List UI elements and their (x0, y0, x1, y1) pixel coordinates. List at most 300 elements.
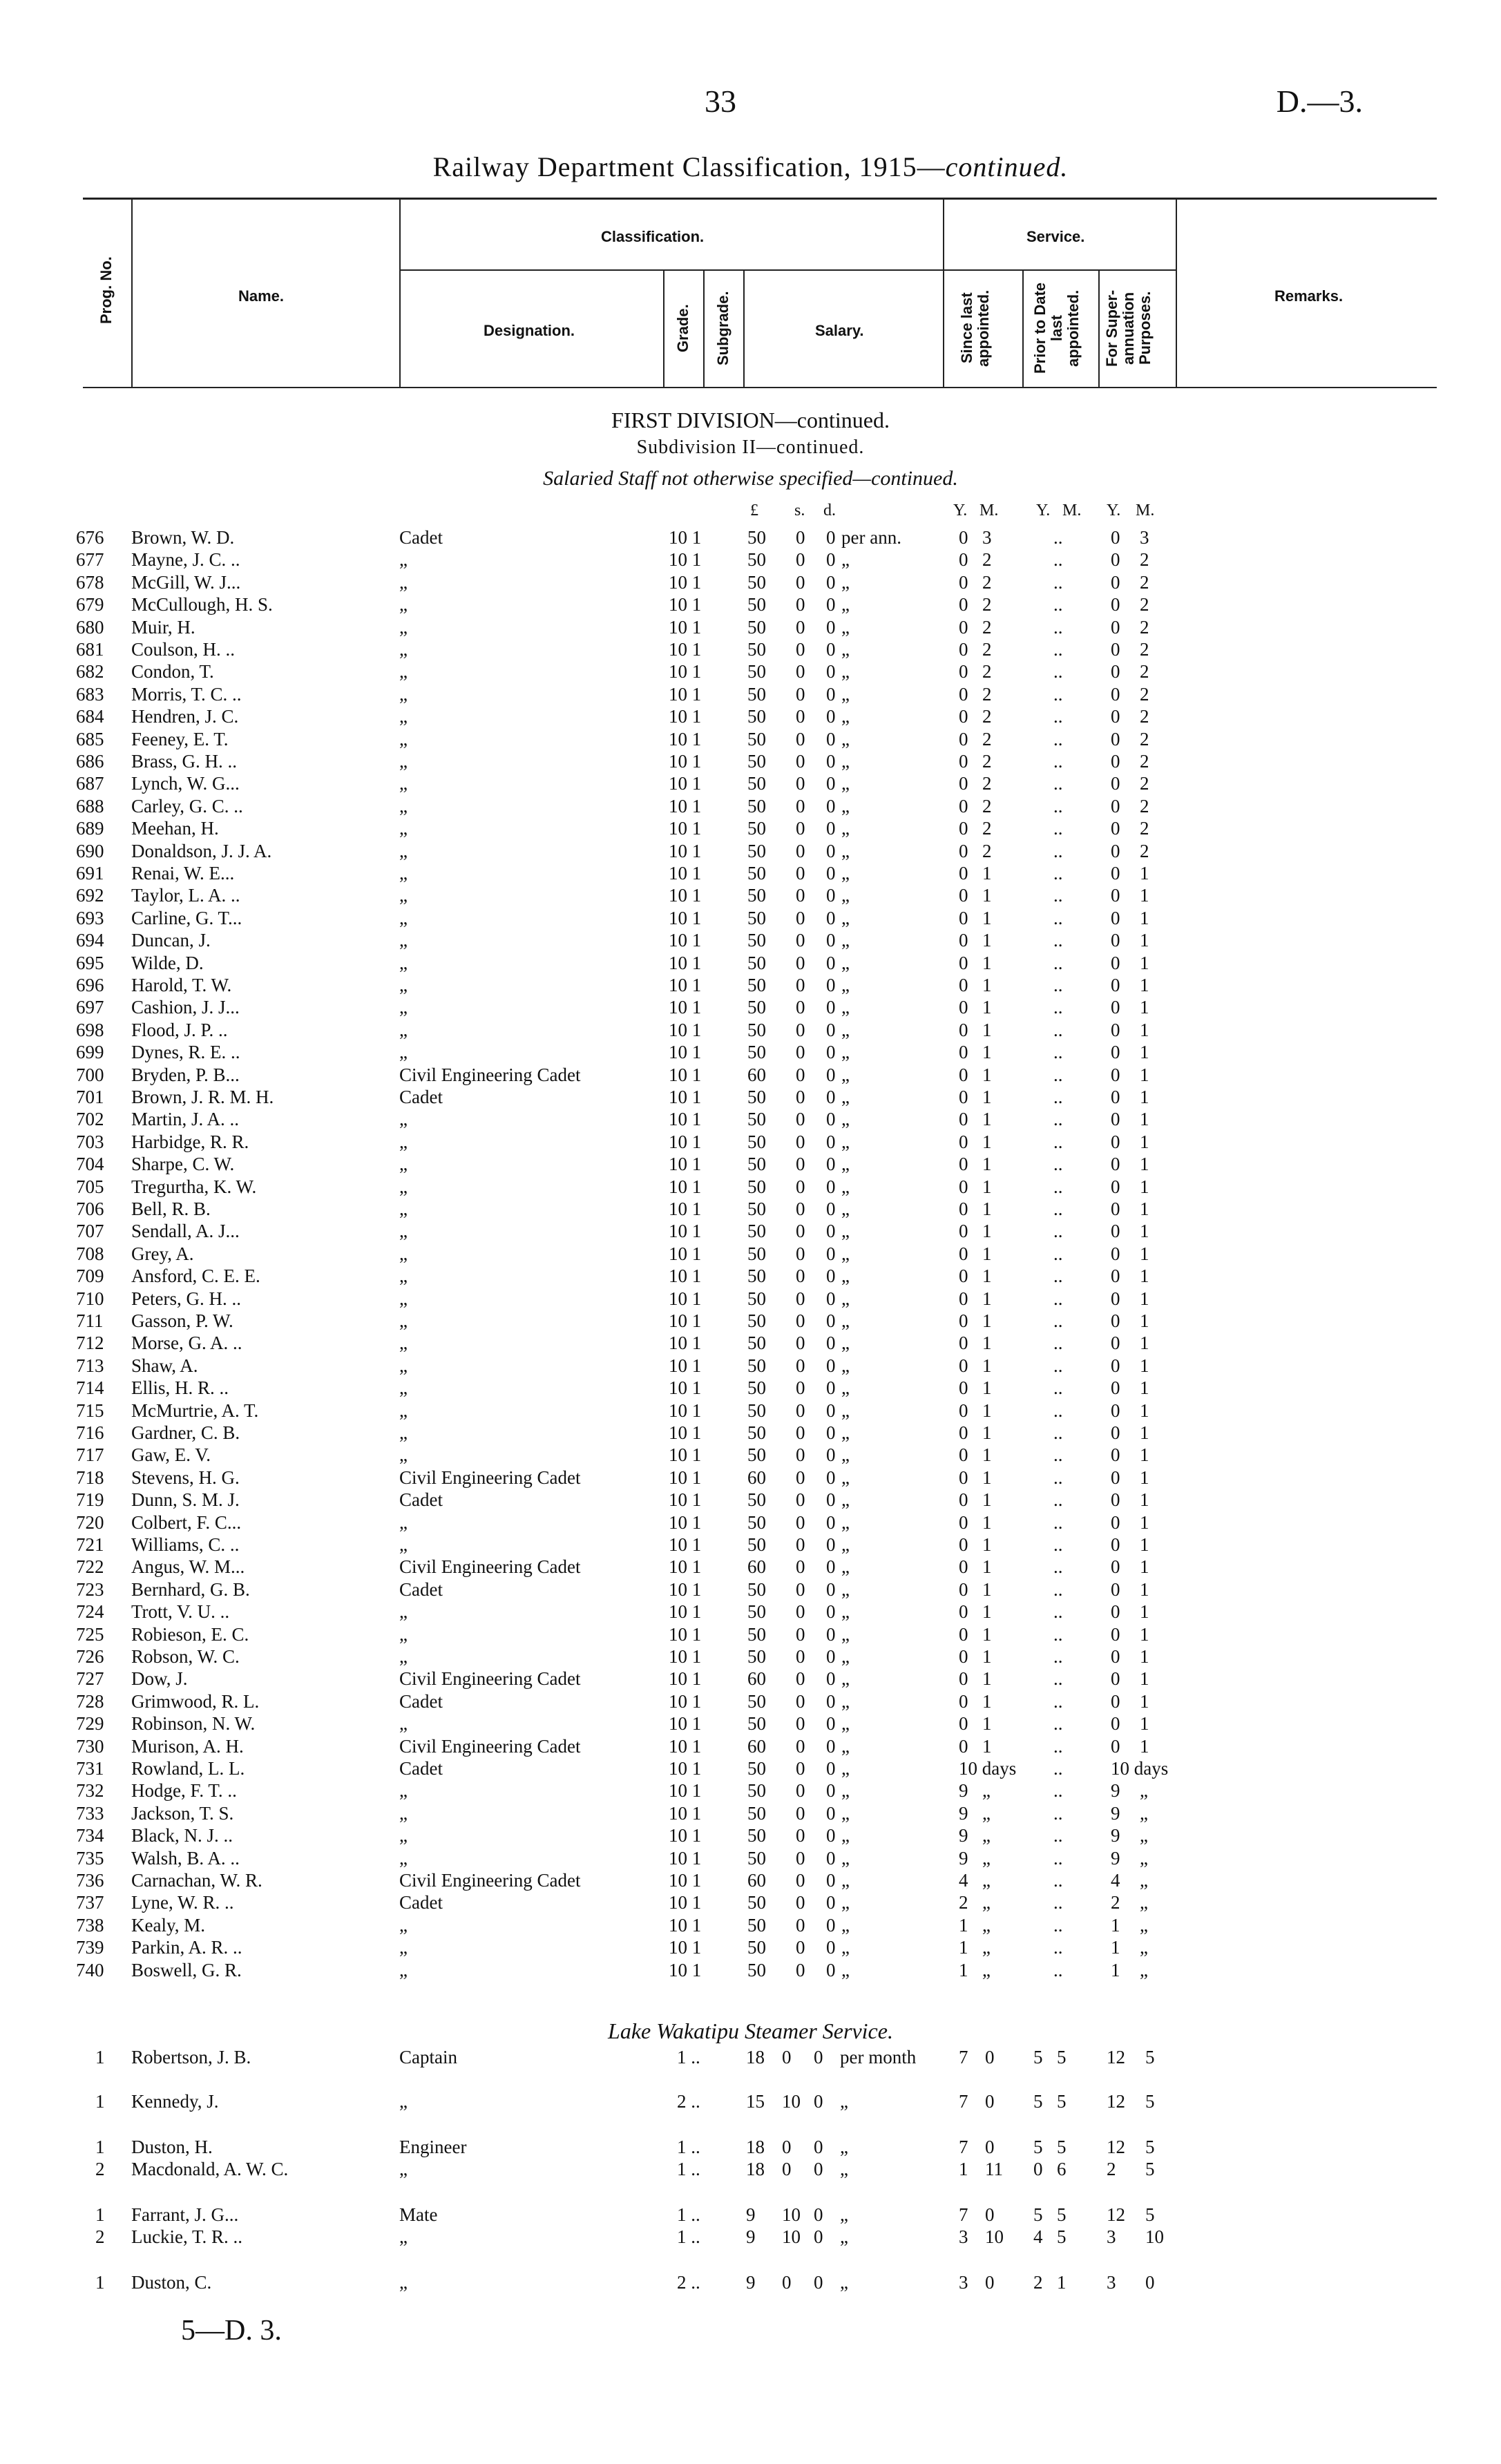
cell-pd: 50 (747, 1892, 766, 1913)
cell-fy: 0 (1111, 1556, 1120, 1578)
cell-no: 700 (76, 1064, 104, 1085)
cell-fm: „ (1140, 1847, 1148, 1869)
cell-sm: 1 (982, 1243, 992, 1264)
cell-fm: 1 (1140, 975, 1149, 995)
cell-fy: 0 (1111, 728, 1120, 749)
cell-fm: 5 (1145, 2159, 1155, 2179)
table-row (0, 862, 1501, 884)
cell-pr: .. (1053, 1019, 1063, 1040)
cell-ps: 0 (796, 728, 805, 749)
cell-name: Dynes, R. E. .. (131, 1042, 240, 1063)
cell-per: „ (841, 1892, 850, 1913)
cell-per: „ (841, 1825, 850, 1846)
cell-grade: 10 1 (669, 773, 702, 794)
cell-pr: .. (1053, 818, 1063, 839)
cell-ps: 0 (796, 1959, 805, 1980)
cell-grade: 10 1 (669, 1735, 702, 1757)
cell-pp: 0 (826, 1154, 836, 1175)
cell-pr: .. (1053, 863, 1063, 884)
cell-desig: „ (399, 706, 408, 727)
cell-name: Brown, W. D. (131, 527, 235, 548)
cell-desig: „ (399, 1713, 408, 1735)
cell-fy: 0 (1111, 1511, 1120, 1533)
cell-fy: 0 (1111, 930, 1120, 951)
table-row (0, 1959, 1501, 1981)
cell-pr: .. (1053, 1758, 1063, 1779)
cell-grade: 10 1 (669, 863, 702, 884)
cell-fy: 0 (1111, 706, 1120, 727)
cell-pd: 60 (747, 1064, 766, 1085)
cell-grade: 10 1 (669, 1198, 702, 1219)
cell-desig: „ (399, 1266, 408, 1287)
cell-pp: 0 (826, 1377, 836, 1399)
cell-sy: 0 (959, 1578, 968, 1600)
cell-no: 682 (76, 661, 104, 682)
header-prog-no: Prog. No. (97, 256, 115, 324)
cell-no: 720 (76, 1511, 104, 1533)
cell-pp: 0 (826, 1288, 836, 1309)
cell-fy: 0 (1111, 773, 1120, 794)
cell-per: „ (841, 571, 850, 593)
cell-fy: 0 (1111, 1489, 1120, 1511)
cell-per: „ (841, 1713, 850, 1735)
cell-fy: 12 (1107, 2137, 1125, 2157)
cell-pd: 9 (746, 2226, 756, 2247)
cell-no: 701 (76, 1087, 104, 1107)
cell-fy: 0 (1111, 1310, 1120, 1331)
cell-sm: 1 (982, 1422, 992, 1443)
cell-per: per ann. (841, 527, 901, 548)
cell-fm: 5 (1145, 2204, 1155, 2225)
cell-no: 2 (95, 2226, 105, 2247)
cell-sy: 0 (959, 683, 968, 705)
cell-name: Morse, G. A. .. (131, 1333, 242, 1354)
cell-pd: 50 (747, 1937, 766, 1958)
cell-sy: 0 (959, 1690, 968, 1712)
cell-sm: 1 (982, 885, 992, 906)
cell-grade: 10 1 (669, 1892, 702, 1913)
cell-pd: 50 (747, 1780, 766, 1802)
cell-sm: 1 (982, 997, 992, 1018)
table-row (0, 772, 1501, 794)
cell-sm: 2 (982, 683, 992, 705)
cell-name: Sharpe, C. W. (131, 1154, 235, 1175)
cell-per: „ (841, 1668, 850, 1690)
cell-sy: 0 (959, 1131, 968, 1152)
cell-desig: „ (399, 2091, 408, 2112)
cell-no: 2 (95, 2159, 105, 2179)
cell-fy: 12 (1107, 2204, 1125, 2225)
cell-pp: 0 (826, 1713, 836, 1735)
cell-sy: 0 (959, 1109, 968, 1130)
cell-sy: 0 (959, 1064, 968, 1085)
cell-sm: 1 (982, 907, 992, 928)
cell-pd: 50 (747, 1825, 766, 1846)
table-row (0, 1757, 1501, 1779)
cell-name: Kennedy, J. (131, 2091, 219, 2112)
cell-no: 683 (76, 683, 104, 705)
cell-sm: 2 (982, 751, 992, 772)
cell-grade: 10 1 (669, 683, 702, 705)
cell-grade: 10 1 (669, 1713, 702, 1735)
cell-pr: .. (1053, 1556, 1063, 1578)
cell-ps: 0 (796, 1556, 805, 1578)
cell-no: 727 (76, 1668, 104, 1690)
cell-pd: 50 (747, 863, 766, 884)
cell-grade: 10 1 (669, 1578, 702, 1600)
cell-fy: 1 (1111, 1959, 1120, 1980)
page-number: 33 (705, 84, 736, 119)
cell-per: „ (841, 1087, 850, 1107)
table-row (0, 1220, 1501, 1242)
cell-fm: 5 (1145, 2047, 1155, 2067)
cell-name: Robertson, J. B. (131, 2047, 251, 2067)
cell-fy: 0 (1111, 840, 1120, 861)
cell-desig: „ (399, 773, 408, 794)
cell-grade: 10 1 (669, 975, 702, 995)
cell-per: „ (840, 2272, 848, 2293)
cell-desig: „ (399, 1377, 408, 1399)
cell-desig: Civil Engineering Cadet (399, 1064, 581, 1085)
cell-pd: 50 (747, 1377, 766, 1399)
cell-grade: 10 1 (669, 751, 702, 772)
cell-grade: 10 1 (669, 1221, 702, 1242)
cell-pd: 60 (747, 1870, 766, 1891)
cell-sy: 1 (959, 1959, 968, 1980)
cell-pr: .. (1053, 1959, 1063, 1980)
cell-grade: 10 1 (669, 616, 702, 638)
cell-sm: 1 (982, 1198, 992, 1219)
cell-fy: 10 days (1111, 1758, 1169, 1779)
cell-name: Parkin, A. R. .. (131, 1937, 242, 1958)
cell-fy: 9 (1111, 1802, 1120, 1824)
wakatipu-row (0, 2090, 1501, 2112)
cell-per: „ (841, 751, 850, 772)
cell-sy: 0 (959, 1288, 968, 1309)
table-row (0, 952, 1501, 974)
cell-pr: .. (1053, 795, 1063, 816)
cell-pp: 0 (826, 594, 836, 615)
cell-sm: 1 (982, 1109, 992, 1130)
cell-desig: „ (399, 1355, 408, 1376)
cell-fy: 0 (1111, 1221, 1120, 1242)
cell-fm: 1 (1140, 1623, 1149, 1645)
cell-sy: 0 (959, 1266, 968, 1287)
cell-sy: 0 (959, 1556, 968, 1578)
cell-pp: 0 (826, 773, 836, 794)
service-sub-rule (943, 269, 1176, 271)
cell-desig: „ (399, 1780, 408, 1802)
cell-fy: 0 (1111, 751, 1120, 772)
cell-grade: 10 1 (669, 1288, 702, 1309)
cell-sm: 1 (982, 1400, 992, 1421)
cell-fy: 0 (1111, 1534, 1120, 1555)
cell-per: „ (841, 818, 850, 839)
table-row (0, 1735, 1501, 1757)
cell-sm: 1 (982, 1713, 992, 1735)
cell-fm: 2 (1140, 616, 1149, 638)
cell-fm: 1 (1140, 1556, 1149, 1578)
cell-sm: 1 (982, 1601, 992, 1623)
cell-fy: 0 (1111, 1154, 1120, 1175)
header-name: Name. (238, 287, 285, 305)
cell-pr: .. (1053, 751, 1063, 772)
cell-name: Farrant, J. G... (131, 2204, 239, 2225)
cell-no: 677 (76, 549, 104, 571)
cell-fm: 1 (1140, 1266, 1149, 1287)
cell-no: 710 (76, 1288, 104, 1309)
cell-fy: 0 (1111, 1109, 1120, 1130)
cell-sm: 1 (982, 1131, 992, 1152)
cell-desig: „ (399, 1019, 408, 1040)
cell-pp: 0 (826, 1646, 836, 1667)
cell-pr: .. (1053, 1221, 1063, 1242)
cell-grade: 10 1 (669, 1489, 702, 1511)
cell-sy: 0 (959, 1198, 968, 1219)
cell-sm: 0 (985, 2091, 995, 2112)
cell-sm: 1 (982, 930, 992, 951)
cell-pd: 50 (747, 1847, 766, 1869)
cell-name: Hodge, F. T. .. (131, 1780, 237, 1802)
cell-per: „ (841, 975, 850, 995)
cell-name: Robieson, E. C. (131, 1623, 249, 1645)
cell-fm: 2 (1140, 706, 1149, 727)
cell-fy: 1 (1111, 1914, 1120, 1936)
cell-pd: 50 (747, 795, 766, 816)
cell-desig: „ (399, 1288, 408, 1309)
cell-pd: 50 (747, 840, 766, 861)
cell-fm: 1 (1140, 1176, 1149, 1197)
cell-per: „ (840, 2137, 848, 2157)
cell-no: 731 (76, 1758, 104, 1779)
cell-fm: 2 (1140, 818, 1149, 839)
cell-pd: 50 (747, 1758, 766, 1779)
cell-pr: .. (1053, 1668, 1063, 1690)
cell-py: 5 (1033, 2204, 1043, 2225)
table-row (0, 1623, 1501, 1645)
cell-desig: Engineer (399, 2137, 467, 2157)
cell-no: 681 (76, 639, 104, 660)
cell-desig: „ (399, 1422, 408, 1443)
cell-name: Shaw, A. (131, 1355, 198, 1376)
cell-pp: 0 (826, 975, 836, 995)
cell-fy: 0 (1111, 997, 1120, 1018)
cell-name: Williams, C. .. (131, 1534, 240, 1555)
cell-sy: 9 (959, 1780, 968, 1802)
cell-pd: 50 (747, 907, 766, 928)
cell-sm: 1 (982, 1355, 992, 1376)
cell-grade: 10 1 (669, 795, 702, 816)
cell-sm: 10 (985, 2226, 1004, 2247)
cell-no: 704 (76, 1154, 104, 1175)
cell-grade: 1 .. (677, 2137, 700, 2157)
cell-sm: 2 (982, 795, 992, 816)
cell-sy: 0 (959, 840, 968, 861)
cell-ps: 0 (796, 795, 805, 816)
cell-desig: Cadet (399, 527, 443, 548)
cell-fy: 3 (1107, 2226, 1116, 2247)
cell-pr: .. (1053, 1243, 1063, 1264)
cell-pd: 50 (747, 1511, 766, 1533)
cell-pp: 0 (826, 885, 836, 906)
cell-desig: „ (399, 1444, 408, 1466)
cell-name: Carnachan, W. R. (131, 1870, 262, 1891)
cell-sy: 0 (959, 1668, 968, 1690)
cell-per: „ (841, 1802, 850, 1824)
cell-no: 719 (76, 1489, 104, 1511)
cell-no: 740 (76, 1959, 104, 1980)
table-row (0, 593, 1501, 615)
cell-name: Feeney, E. T. (131, 728, 229, 749)
cell-pd: 50 (747, 930, 766, 951)
cell-pd: 50 (747, 639, 766, 660)
cell-no: 712 (76, 1333, 104, 1354)
cell-per: „ (841, 706, 850, 727)
cell-per: „ (841, 1735, 850, 1757)
cell-pd: 50 (747, 885, 766, 906)
cell-sy: 0 (959, 1333, 968, 1354)
cell-fm: „ (1140, 1937, 1148, 1958)
cell-ps: 0 (796, 1914, 805, 1936)
cell-pd: 50 (747, 997, 766, 1018)
cell-grade: 10 1 (669, 1422, 702, 1443)
cell-per: „ (841, 1937, 850, 1958)
cell-fm: 1 (1140, 1646, 1149, 1667)
cell-sy: 9 (959, 1802, 968, 1824)
table-row (0, 907, 1501, 929)
cell-ps: 0 (796, 818, 805, 839)
cell-sm: 2 (982, 818, 992, 839)
cell-pr: .. (1053, 1377, 1063, 1399)
cell-name: Coulson, H. .. (131, 639, 236, 660)
cell-pr: .. (1053, 1154, 1063, 1175)
cell-grade: 10 1 (669, 1131, 702, 1152)
cell-pp: 0 (826, 527, 836, 548)
cell-desig: „ (399, 1623, 408, 1645)
cell-name: Murison, A. H. (131, 1735, 244, 1757)
cell-pd: 50 (747, 1444, 766, 1466)
cell-name: Morris, T. C. .. (131, 683, 242, 705)
cell-pd: 50 (747, 773, 766, 794)
cell-sm: 1 (982, 1019, 992, 1040)
cell-fy: 0 (1111, 1646, 1120, 1667)
cell-fy: 0 (1111, 1266, 1120, 1287)
cell-per: „ (841, 1534, 850, 1555)
cell-no: 735 (76, 1847, 104, 1869)
cell-fy: 0 (1111, 975, 1120, 995)
cell-ps: 0 (796, 997, 805, 1018)
cell-pr: .. (1053, 1109, 1063, 1130)
cell-desig: „ (399, 1534, 408, 1555)
cell-fm: 5 (1145, 2137, 1155, 2157)
cell-sm: 2 (982, 571, 992, 593)
cell-sy: 0 (959, 1534, 968, 1555)
cell-desig: „ (399, 1400, 408, 1421)
cell-pr: .. (1053, 840, 1063, 861)
wakatipu-row (0, 2271, 1501, 2293)
cell-per: „ (841, 1019, 850, 1040)
cell-sm: 1 (982, 1266, 992, 1287)
cell-pd: 50 (747, 1087, 766, 1107)
wakatipu-row (0, 2204, 1501, 2226)
col-divider (1098, 269, 1100, 387)
cell-fy: 1 (1111, 1937, 1120, 1958)
cell-ps: 0 (796, 751, 805, 772)
cell-no: 726 (76, 1646, 104, 1667)
cell-sy: 9 (959, 1825, 968, 1846)
header-superannuation: For Super-annuation Purposes. (1103, 289, 1154, 367)
cell-desig: Civil Engineering Cadet (399, 1735, 581, 1757)
cell-pp: 0 (826, 840, 836, 861)
cell-sm: 2 (982, 639, 992, 660)
cell-sm: 2 (982, 616, 992, 638)
cell-pd: 50 (747, 1959, 766, 1980)
cell-fy: 0 (1111, 1601, 1120, 1623)
cell-ps: 0 (796, 594, 805, 615)
cell-fm: 1 (1140, 930, 1149, 951)
cell-ps: 10 (782, 2204, 801, 2225)
cell-pp: 0 (826, 1422, 836, 1443)
cell-desig: Cadet (399, 1690, 443, 1712)
cell-desig: „ (399, 907, 408, 928)
cell-name: Harold, T. W. (131, 975, 232, 995)
table-row (0, 1176, 1501, 1198)
cell-pp: 0 (826, 863, 836, 884)
cell-per: „ (840, 2091, 848, 2112)
cell-pd: 50 (747, 1623, 766, 1645)
cell-py: 5 (1033, 2091, 1043, 2112)
cell-ps: 0 (796, 1154, 805, 1175)
cell-sy: 0 (959, 549, 968, 571)
cell-grade: 10 1 (669, 1668, 702, 1690)
cell-fm: 1 (1140, 1131, 1149, 1152)
cell-desig: „ (399, 549, 408, 571)
cell-sm: 1 (982, 1333, 992, 1354)
cell-per: „ (841, 1847, 850, 1869)
cell-pp: 0 (826, 549, 836, 571)
cell-sm: 1 (982, 1668, 992, 1690)
table-row (0, 1064, 1501, 1086)
cell-ps: 0 (796, 1802, 805, 1824)
cell-pd: 50 (747, 1914, 766, 1936)
cell-fy: 0 (1111, 1087, 1120, 1107)
cell-fm: 1 (1140, 1511, 1149, 1533)
cell-sy: 0 (959, 795, 968, 816)
cell-fm: 1 (1140, 1601, 1149, 1623)
cell-fy: 0 (1111, 1042, 1120, 1063)
cell-fm: 2 (1140, 728, 1149, 749)
cell-no: 732 (76, 1780, 104, 1802)
cell-desig: Mate (399, 2204, 438, 2225)
cell-no: 687 (76, 773, 104, 794)
cell-desig: „ (399, 840, 408, 861)
cell-pp: 0 (826, 1758, 836, 1779)
cell-sm: 2 (982, 594, 992, 615)
cell-ps: 0 (796, 1266, 805, 1287)
table-row (0, 526, 1501, 548)
table-row (0, 1779, 1501, 1802)
cell-sm: 2 (982, 706, 992, 727)
cell-pd: 50 (747, 1221, 766, 1242)
cell-grade: 1 .. (677, 2226, 700, 2247)
cell-sm: 2 (982, 728, 992, 749)
cell-no: 690 (76, 840, 104, 861)
cell-fm: 1 (1140, 1444, 1149, 1466)
cell-per: „ (841, 639, 850, 660)
cell-fy: 0 (1111, 616, 1120, 638)
cell-fm: 1 (1140, 1310, 1149, 1331)
cell-per: „ (841, 594, 850, 615)
